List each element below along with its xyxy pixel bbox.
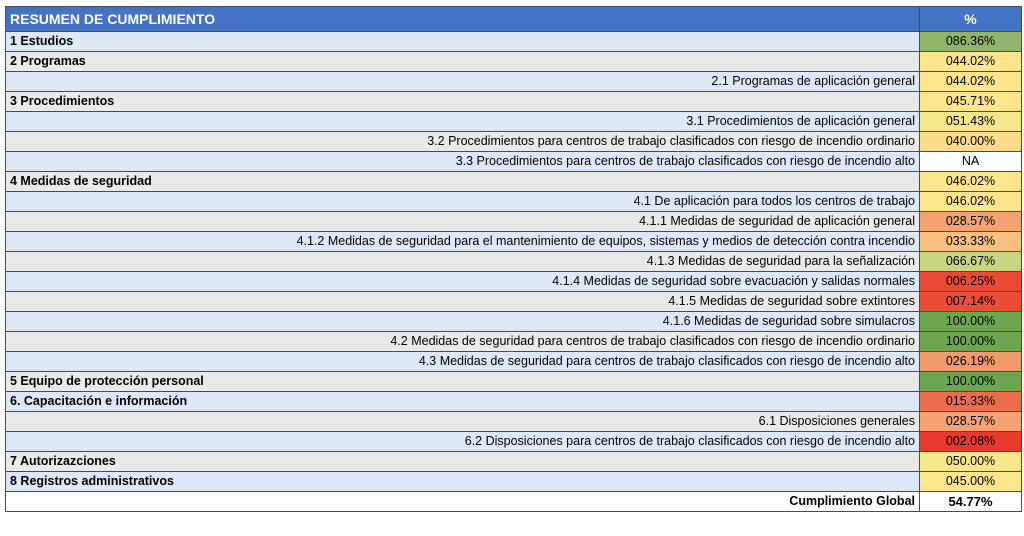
row-label-cell[interactable]: 6.1 Disposiciones generales [6, 412, 920, 432]
row-label-cell[interactable]: 5 Equipo de protección personal [6, 372, 920, 392]
table-row [6, 192, 1022, 212]
row-label-cell[interactable]: 6.2 Disposiciones para centros de trabajo clasificados con riesgo de incendio alto [6, 432, 920, 452]
row-percent-cell[interactable]: 002.08% [920, 432, 1022, 452]
header-row [6, 7, 1022, 32]
row-percent-cell[interactable]: 100.00% [920, 332, 1022, 352]
table-title[interactable]: RESUMEN DE CUMPLIMIENTO [6, 7, 920, 32]
table-row [6, 452, 1022, 472]
table-row [6, 412, 1022, 432]
row-percent-cell[interactable]: 045.71% [920, 92, 1022, 112]
percent-column-header[interactable]: % [920, 7, 1022, 32]
row-label-cell[interactable]: 4.1.5 Medidas de seguridad sobre extintores [6, 292, 920, 312]
row-percent-cell[interactable]: 100.00% [920, 312, 1022, 332]
row-percent-cell[interactable]: 051.43% [920, 112, 1022, 132]
row-label-cell[interactable]: 8 Registros administrativos [6, 472, 920, 492]
table-row [6, 112, 1022, 132]
row-percent-cell[interactable]: 007.14% [920, 292, 1022, 312]
row-label-cell[interactable]: 4 Medidas de seguridad [6, 172, 920, 192]
table-row [6, 152, 1022, 172]
table-row [6, 372, 1022, 392]
row-percent-cell[interactable]: 045.00% [920, 472, 1022, 492]
row-label-cell[interactable]: 4.1.1 Medidas de seguridad de aplicación general [6, 212, 920, 232]
row-percent-cell[interactable]: 006.25% [920, 272, 1022, 292]
row-label-cell[interactable]: 4.1.4 Medidas de seguridad sobre evacuación y salidas normales [6, 272, 920, 292]
row-label-cell[interactable]: 7 Autorizazciones [6, 452, 920, 472]
table-row [6, 252, 1022, 272]
row-percent-cell[interactable]: 040.00% [920, 132, 1022, 152]
table-row [6, 92, 1022, 112]
table-row [6, 392, 1022, 412]
row-percent-cell[interactable]: 044.02% [920, 52, 1022, 72]
table-row [6, 432, 1022, 452]
row-percent-cell[interactable]: 050.00% [920, 452, 1022, 472]
compliance-summary-table [5, 6, 1022, 512]
row-percent-cell[interactable]: NA [920, 152, 1022, 172]
table-row [6, 72, 1022, 92]
table-row [6, 132, 1022, 152]
table-body [6, 7, 1022, 512]
row-percent-cell[interactable]: 033.33% [920, 232, 1022, 252]
row-label-cell[interactable]: 3.1 Procedimientos de aplicación general [6, 112, 920, 132]
row-percent-cell[interactable]: 044.02% [920, 72, 1022, 92]
row-label-cell[interactable]: 4.1.6 Medidas de seguridad sobre simulacros [6, 312, 920, 332]
row-percent-cell[interactable]: 100.00% [920, 372, 1022, 392]
total-label-cell[interactable]: Cumplimiento Global [6, 492, 920, 512]
row-percent-cell[interactable]: 066.67% [920, 252, 1022, 272]
table-row [6, 172, 1022, 192]
row-percent-cell[interactable]: 015.33% [920, 392, 1022, 412]
row-label-cell[interactable]: 1 Estudios [6, 32, 920, 52]
row-label-cell[interactable]: 4.1 De aplicación para todos los centros de trabajo [6, 192, 920, 212]
row-percent-cell[interactable]: 046.02% [920, 192, 1022, 212]
row-percent-cell[interactable]: 046.02% [920, 172, 1022, 192]
row-label-cell[interactable]: 4.1.2 Medidas de seguridad para el mantenimiento de equipos, sistemas y medios de detección contra incendio [6, 232, 920, 252]
row-label-cell[interactable]: 3.3 Procedimientos para centros de trabajo clasificados con riesgo de incendio alto [6, 152, 920, 172]
table-row [6, 212, 1022, 232]
row-label-cell[interactable]: 3.2 Procedimientos para centros de trabajo clasificados con riesgo de incendio ordinario [6, 132, 920, 152]
total-row [6, 492, 1022, 512]
row-percent-cell[interactable]: 026.19% [920, 352, 1022, 372]
table-row [6, 352, 1022, 372]
row-percent-cell[interactable]: 086.36% [920, 32, 1022, 52]
table-row [6, 472, 1022, 492]
row-label-cell[interactable]: 4.3 Medidas de seguridad para centros de trabajo clasificados con riesgo de incendio alto [6, 352, 920, 372]
table-row [6, 292, 1022, 312]
table-row [6, 52, 1022, 72]
row-label-cell[interactable]: 3 Procedimientos [6, 92, 920, 112]
row-label-cell[interactable]: 2 Programas [6, 52, 920, 72]
table-row [6, 232, 1022, 252]
row-label-cell[interactable]: 6. Capacitación e información [6, 392, 920, 412]
row-label-cell[interactable]: 4.1.3 Medidas de seguridad para la señalización [6, 252, 920, 272]
row-label-cell[interactable]: 2.1 Programas de aplicación general [6, 72, 920, 92]
row-label-cell[interactable]: 4.2 Medidas de seguridad para centros de trabajo clasificados con riesgo de incendio ordinario [6, 332, 920, 352]
table-row [6, 312, 1022, 332]
table-row [6, 32, 1022, 52]
row-percent-cell[interactable]: 028.57% [920, 212, 1022, 232]
total-percent-cell[interactable]: 54.77% [920, 492, 1022, 512]
table-row [6, 272, 1022, 292]
table-row [6, 332, 1022, 352]
row-percent-cell[interactable]: 028.57% [920, 412, 1022, 432]
